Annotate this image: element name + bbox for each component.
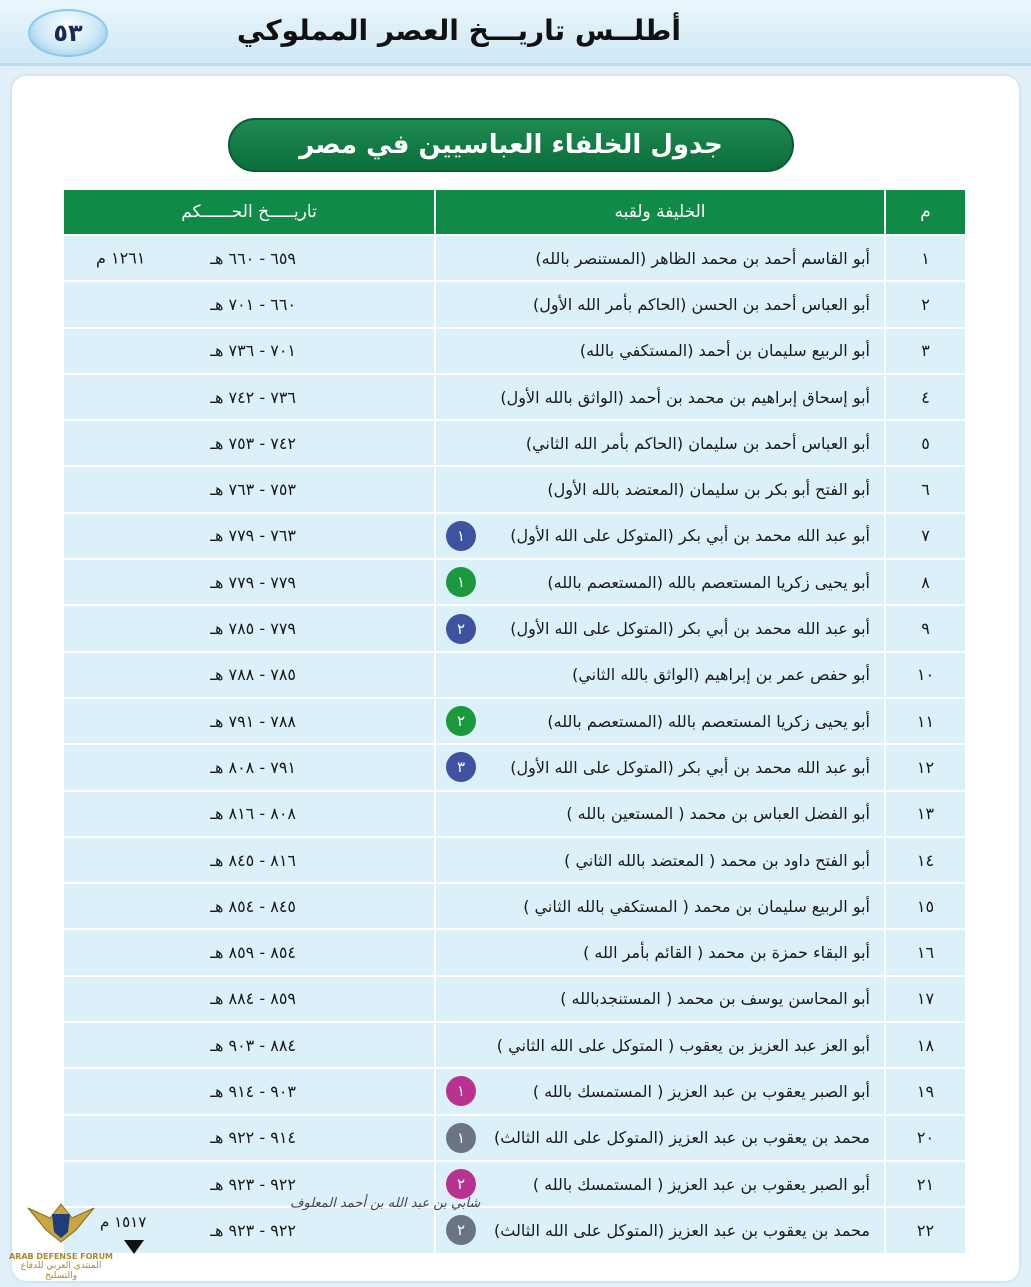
table-row (64, 329, 965, 375)
caliph-cell (436, 236, 886, 282)
row-number: ٤ (886, 375, 965, 421)
reign-count-badge: ٢ (446, 1215, 476, 1245)
caliph-cell (436, 329, 886, 375)
table-row (64, 1208, 965, 1254)
caliph-cell (436, 792, 886, 838)
reign-cell (64, 745, 436, 791)
table-row (64, 606, 965, 652)
reign-count-badge: ١ (446, 1076, 476, 1106)
caliph-cell (436, 1069, 886, 1115)
reign-cell (64, 792, 436, 838)
caliph-cell (436, 560, 886, 606)
reign-hijri: ٧٨٥ - ٧٨٨ هـ (210, 665, 296, 685)
reign-count-badge: ١ (446, 521, 476, 551)
reign-hijri: ٨٠٨ - ٨١٦ هـ (210, 804, 296, 824)
calligraphy-signature: شابي بن عبد الله بن أحمد المعلوف (290, 1196, 481, 1211)
table-row (64, 560, 965, 606)
reign-hijri: ٧٠١ - ٧٣٦ هـ (210, 341, 296, 361)
row-number: ٢٢ (886, 1208, 965, 1254)
reign-cell (64, 282, 436, 328)
reign-hijri: ٨١٦ - ٨٤٥ هـ (210, 850, 296, 870)
caliph-name: أبو عبد الله محمد بن أبي بكر (المتوكل على الله الأول) (510, 757, 870, 777)
reign-cell (64, 653, 436, 699)
reign-hijri: ٧٤٢ - ٧٥٣ هـ (210, 433, 296, 453)
caliph-cell (436, 514, 886, 560)
caliph-name: أبو إسحاق إبراهيم بن محمد بن أحمد (الواثق بالله الأول) (500, 387, 870, 407)
reign-count-badge: ٢ (446, 706, 476, 736)
reign-count-badge: ٢ (446, 614, 476, 644)
reign-cell (64, 560, 436, 606)
reign-cell (64, 421, 436, 467)
reign-count-badge: ١ (446, 1123, 476, 1153)
row-number: ٨ (886, 560, 965, 606)
row-number: ١١ (886, 699, 965, 745)
eagle-shield-icon (26, 1200, 96, 1246)
caliph-name: أبو الربيع سليمان بن محمد ( المستكفي بالله الثاني ) (523, 896, 870, 916)
reign-cell (64, 699, 436, 745)
caliph-name: أبو العباس أحمد بن الحسن (الحاكم بأمر الله الأول) (533, 294, 870, 314)
reign-cell (64, 467, 436, 513)
row-number: ٦ (886, 467, 965, 513)
reign-hijri: ٨٤٥ - ٨٥٤ هـ (210, 896, 296, 916)
atlas-title: أطلــس تاريـــخ العصر المملوكي (236, 14, 681, 47)
table-row (64, 1116, 965, 1162)
caliph-name: أبو الصبر يعقوب بن عبد العزيز ( المستمسك بالله ) (532, 1174, 870, 1194)
reign-hijri: ٧٥٣ - ٧٦٣ هـ (210, 480, 296, 500)
caliph-name: أبو يحيى زكريا المستعصم بالله (المستعصم بالله) (547, 711, 870, 731)
reign-hijri: ٩٠٣ - ٩١٤ هـ (210, 1081, 296, 1101)
row-number: ١٦ (886, 930, 965, 976)
caliph-cell (436, 282, 886, 328)
table-header-row (64, 190, 965, 236)
table-row (64, 282, 965, 328)
caliph-cell (436, 606, 886, 652)
reign-cell (64, 930, 436, 976)
caliph-name: أبو العباس أحمد بن سليمان (الحاكم بأمر الله الثاني) (525, 433, 870, 453)
reign-hijri: ٧٩١ - ٨٠٨ هـ (210, 757, 296, 777)
reign-count-badge: ٣ (446, 752, 476, 782)
row-number: ٣ (886, 329, 965, 375)
caliph-cell (436, 375, 886, 421)
header-reign: تاريـــــخ الحــــــكم (64, 190, 436, 236)
table-body (64, 236, 965, 1255)
reign-hijri: ٨٨٤ - ٩٠٣ هـ (210, 1035, 296, 1055)
caliph-name: أبو عبد الله محمد بن أبي بكر (المتوكل على الله الأول) (510, 619, 870, 639)
caliph-cell (436, 421, 886, 467)
table-row (64, 236, 965, 282)
row-number: ٧ (886, 514, 965, 560)
row-number: ١٤ (886, 838, 965, 884)
caliph-cell (436, 699, 886, 745)
reign-cell (64, 977, 436, 1023)
reign-hijri: ٧٧٩ - ٧٧٩ هـ (210, 572, 296, 592)
table-row (64, 1069, 965, 1115)
row-number: ١٥ (886, 884, 965, 930)
reign-hijri: ٩٢٢ - ٩٢٣ هـ (210, 1220, 296, 1240)
row-number: ٢١ (886, 1162, 965, 1208)
caliphs-table (64, 190, 965, 1255)
table-row (64, 977, 965, 1023)
logo-text-arabic: المنتدى العربي للدفاع والتسليح (20, 1261, 102, 1281)
reign-hijri: ٧٦٣ - ٧٧٩ هـ (210, 526, 296, 546)
reign-hijri: ٧٧٩ - ٧٨٥ هـ (210, 619, 296, 639)
reign-count-badge: ١ (446, 567, 476, 597)
header-number: م (886, 190, 965, 236)
reign-cell (64, 375, 436, 421)
table-row (64, 699, 965, 745)
reign-hijri: ٧٨٨ - ٧٩١ هـ (210, 711, 296, 731)
caliph-name: أبو الفتح أبو بكر بن سليمان (المعتضد بالله الأول) (547, 480, 870, 500)
caliph-name: أبو يحيى زكريا المستعصم بالله (المستعصم بالله) (547, 572, 870, 592)
caliph-name: أبو البقاء حمزة بن محمد ( القائم بأمر الله ) (583, 943, 870, 963)
reign-cell (64, 606, 436, 652)
caliph-name: أبو الصبر يعقوب بن عبد العزيز ( المستمسك بالله ) (532, 1081, 870, 1101)
table-row (64, 792, 965, 838)
reign-cell (64, 884, 436, 930)
section-title: جدول الخلفاء العباسيين في مصر (228, 118, 794, 172)
reign-cell (64, 329, 436, 375)
table-row (64, 421, 965, 467)
reign-cell (64, 1023, 436, 1069)
caliph-cell (436, 467, 886, 513)
caliph-name: محمد بن يعقوب بن عبد العزيز (المتوكل على الله الثالث) (494, 1220, 870, 1240)
table-row (64, 884, 965, 930)
row-number: ٩ (886, 606, 965, 652)
logo-text-english: ARAB DEFENSE FORUM (8, 1252, 114, 1261)
table-row (64, 514, 965, 560)
row-number: ٥ (886, 421, 965, 467)
page-number-badge: ٥٣ (28, 9, 108, 57)
caliph-name: محمد بن يعقوب بن عبد العزيز (المتوكل على الله الثالث) (494, 1128, 870, 1148)
table-row (64, 930, 965, 976)
page-header (0, 0, 1031, 66)
caliph-name: أبو المحاسن يوسف بن محمد ( المستنجدبالله ) (560, 989, 870, 1009)
caliph-cell (436, 838, 886, 884)
reign-count-badge: ٢ (446, 1169, 476, 1199)
reign-hijri: ٩١٤ - ٩٢٢ هـ (210, 1128, 296, 1148)
row-number: ١٧ (886, 977, 965, 1023)
caliph-cell (436, 653, 886, 699)
table-row (64, 653, 965, 699)
reign-cell (64, 236, 436, 282)
caliph-name: أبو العز عبد العزيز بن يعقوب ( المتوكل على الله الثاني ) (496, 1035, 870, 1055)
row-number: ١٨ (886, 1023, 965, 1069)
table-row (64, 745, 965, 791)
caliph-name: أبو عبد الله محمد بن أبي بكر (المتوكل على الله الأول) (510, 526, 870, 546)
forum-logo (6, 1200, 116, 1284)
caliph-name: أبو حفص عمر بن إبراهيم (الواثق بالله الثاني) (572, 665, 870, 685)
reign-hijri: ٨٥٤ - ٨٥٩ هـ (210, 943, 296, 963)
reign-cell (64, 1069, 436, 1115)
caliph-name: أبو الفتح داود بن محمد ( المعتضد بالله الثاني ) (564, 850, 870, 870)
row-number: ٢٠ (886, 1116, 965, 1162)
caliph-cell (436, 1208, 886, 1254)
caliph-cell (436, 1162, 886, 1208)
caliph-name: أبو الفضل العباس بن محمد ( المستعين بالله ) (566, 804, 870, 824)
arrow-down-icon (124, 1240, 144, 1254)
caliph-cell (436, 884, 886, 930)
reign-cell (64, 1116, 436, 1162)
table-row (64, 1162, 965, 1208)
table-row (64, 838, 965, 884)
reign-cell (64, 514, 436, 560)
reign-hijri: ٦٥٩ - ٦٦٠ هـ (210, 248, 296, 268)
caliph-name: أبو الربيع سليمان بن أحمد (المستكفي بالله) (579, 341, 870, 361)
caliph-cell (436, 745, 886, 791)
reign-hijri: ٩٢٢ - ٩٢٣ هـ (210, 1174, 296, 1194)
reign-hijri: ٨٥٩ - ٨٨٤ هـ (210, 989, 296, 1009)
reign-hijri: ٧٣٦ - ٧٤٢ هـ (210, 387, 296, 407)
caliph-cell (436, 1116, 886, 1162)
row-number: ٢ (886, 282, 965, 328)
caliph-name: أبو القاسم أحمد بن محمد الظاهر (المستنصر بالله) (535, 248, 870, 268)
row-number: ١٣ (886, 792, 965, 838)
header-caliph: الخليفة ولقبه (436, 190, 886, 236)
row-number: ١٩ (886, 1069, 965, 1115)
reign-hijri: ٦٦٠ - ٧٠١ هـ (210, 294, 296, 314)
reign-gregorian: ١٢٦١ م (96, 248, 146, 268)
table-row (64, 1023, 965, 1069)
caliph-cell (436, 977, 886, 1023)
table-row (64, 375, 965, 421)
table-row (64, 467, 965, 513)
caliph-cell (436, 1023, 886, 1069)
row-number: ١٢ (886, 745, 965, 791)
reign-cell (64, 838, 436, 884)
row-number: ١٠ (886, 653, 965, 699)
caliph-cell (436, 930, 886, 976)
row-number: ١ (886, 236, 965, 282)
gregorian-year: ١٥١٧ م (100, 1213, 147, 1231)
